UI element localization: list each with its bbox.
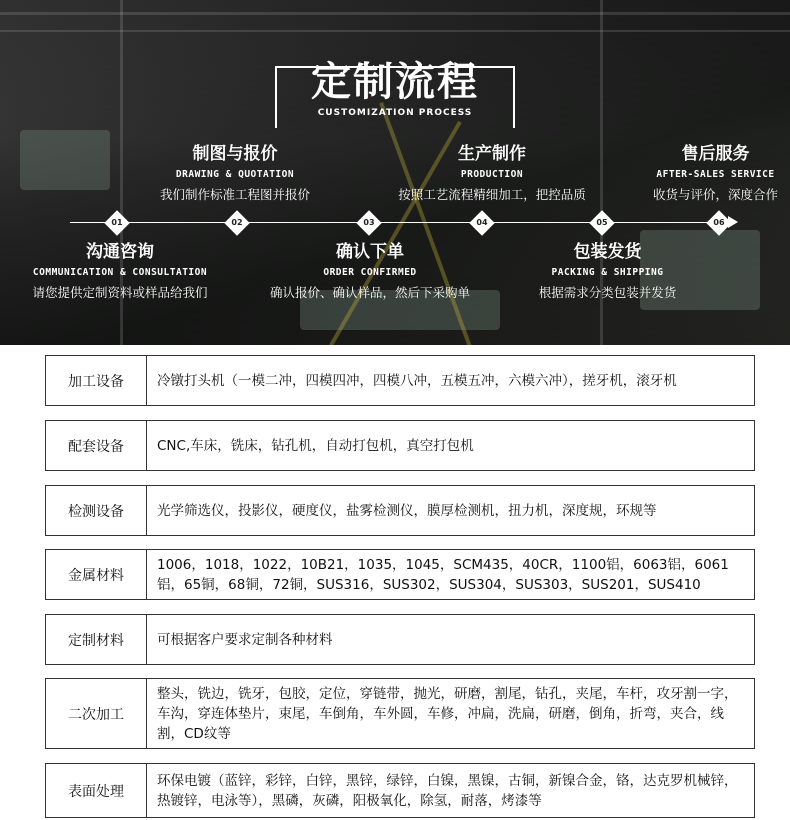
row-value: 冷镦打头机（一模二冲，四模四冲，四模八冲，五模五冲，六模六冲），搓牙机，滚牙机 — [157, 372, 677, 389]
row-value: 1006，1018，1022，10B21，1035，1045，SCM435，40CR，1100铝，6063铝，6061铝，65铜，68铜，72铜，SUS316，SUS302，SUS304，SUS303，SUS201，SUS410 — [157, 556, 729, 593]
step-description: 确认报价、确认样品，然后下采购单 — [269, 285, 470, 300]
step-order-confirmed — [245, 241, 495, 302]
machine-shape — [20, 130, 110, 190]
row-value: 整头，铣边，铣牙，包胶，定位，穿链带，抛光，研磨，割尾，钻孔，夹尾，车杆，攻牙割一字，车沟，穿连体垫片，束尾，车倒角，车外圆，车修，冲扁，洗扁，研磨，倒角，折弯，夹合，线割，CD纹等 — [157, 685, 738, 742]
table-row — [45, 420, 755, 471]
page-title — [0, 56, 790, 108]
ceiling-beam — [0, 30, 790, 32]
step-node-04 — [471, 212, 493, 234]
row-value: 可根据客户要求定制各种材料 — [157, 631, 333, 648]
step-node-02 — [226, 212, 248, 234]
step-title: 制图与报价 — [192, 144, 278, 164]
step-drawing-quotation — [135, 143, 335, 204]
step-title-en: AFTER-SALES SERVICE — [656, 169, 775, 180]
table-row — [45, 485, 755, 536]
step-number: 06 — [713, 218, 725, 227]
step-title-en: DRAWING & QUOTATION — [175, 169, 295, 180]
table-row — [45, 678, 755, 749]
step-title-en: PACKING & SHIPPING — [551, 267, 664, 278]
step-node-03 — [358, 212, 380, 234]
step-after-sales — [628, 143, 790, 204]
row-label: 金属材料 — [46, 550, 147, 599]
step-node-05 — [591, 212, 613, 234]
step-number: 04 — [476, 218, 488, 227]
step-communication — [5, 241, 235, 302]
step-node-01 — [106, 212, 128, 234]
step-number: 03 — [363, 218, 375, 227]
row-label: 表面处理 — [46, 764, 147, 817]
row-label: 检测设备 — [46, 486, 147, 535]
row-label: 二次加工 — [46, 679, 147, 748]
step-title: 售后服务 — [681, 144, 750, 164]
step-description: 按照工艺流程精细加工，把控品质 — [398, 187, 586, 202]
timeline-line — [70, 222, 730, 223]
step-title-en: ORDER CONFIRMED — [323, 267, 417, 278]
row-label: 定制材料 — [46, 615, 147, 664]
step-production — [372, 143, 612, 204]
step-title-en: PRODUCTION — [460, 169, 524, 180]
page-subtitle: CUSTOMIZATION PROCESS — [317, 108, 473, 118]
step-title: 确认下单 — [336, 242, 404, 262]
step-title: 生产制作 — [458, 144, 526, 164]
page-title-text: 定制流程 — [311, 59, 479, 105]
row-label: 配套设备 — [46, 421, 147, 470]
process-banner — [0, 0, 790, 345]
step-node-06 — [708, 212, 730, 234]
step-description: 收货与评价，深度合作 — [652, 187, 778, 202]
row-value: CNC,车床，铣床，钻孔机，自动打包机，真空打包机 — [157, 437, 474, 454]
step-title: 包装发货 — [573, 242, 642, 262]
step-description: 根据需求分类包装并发货 — [538, 285, 677, 300]
table-row — [45, 614, 755, 665]
step-number: 05 — [596, 218, 608, 227]
step-description: 请您提供定制资料或样品给我们 — [32, 285, 208, 300]
row-label: 加工设备 — [46, 356, 147, 405]
table-row — [45, 763, 755, 818]
step-packing-shipping — [510, 241, 705, 302]
row-value: 光学筛选仪，投影仪，硬度仪，盐雾检测仪，膜厚检测机，扭力机，深度规，环规等 — [157, 502, 657, 519]
step-number: 02 — [231, 218, 243, 227]
step-title-en: COMMUNICATION & CONSULTATION — [32, 267, 208, 278]
table-row — [45, 355, 755, 406]
step-description: 我们制作标准工程图并报价 — [159, 187, 310, 202]
table-row — [45, 549, 755, 600]
ceiling-beam — [0, 12, 790, 15]
row-value: 环保电镀（蓝锌，彩锌，白锌，黑锌，绿锌，白镍，黑镍，古铜，新镍合金，铬，达克罗机械锌，热镀锌，电泳等），黑磷，灰磷，阳极氧化，除氢，耐落，烤漆等 — [157, 772, 738, 809]
step-title: 沟通咨询 — [86, 242, 154, 262]
step-number: 01 — [111, 218, 123, 227]
